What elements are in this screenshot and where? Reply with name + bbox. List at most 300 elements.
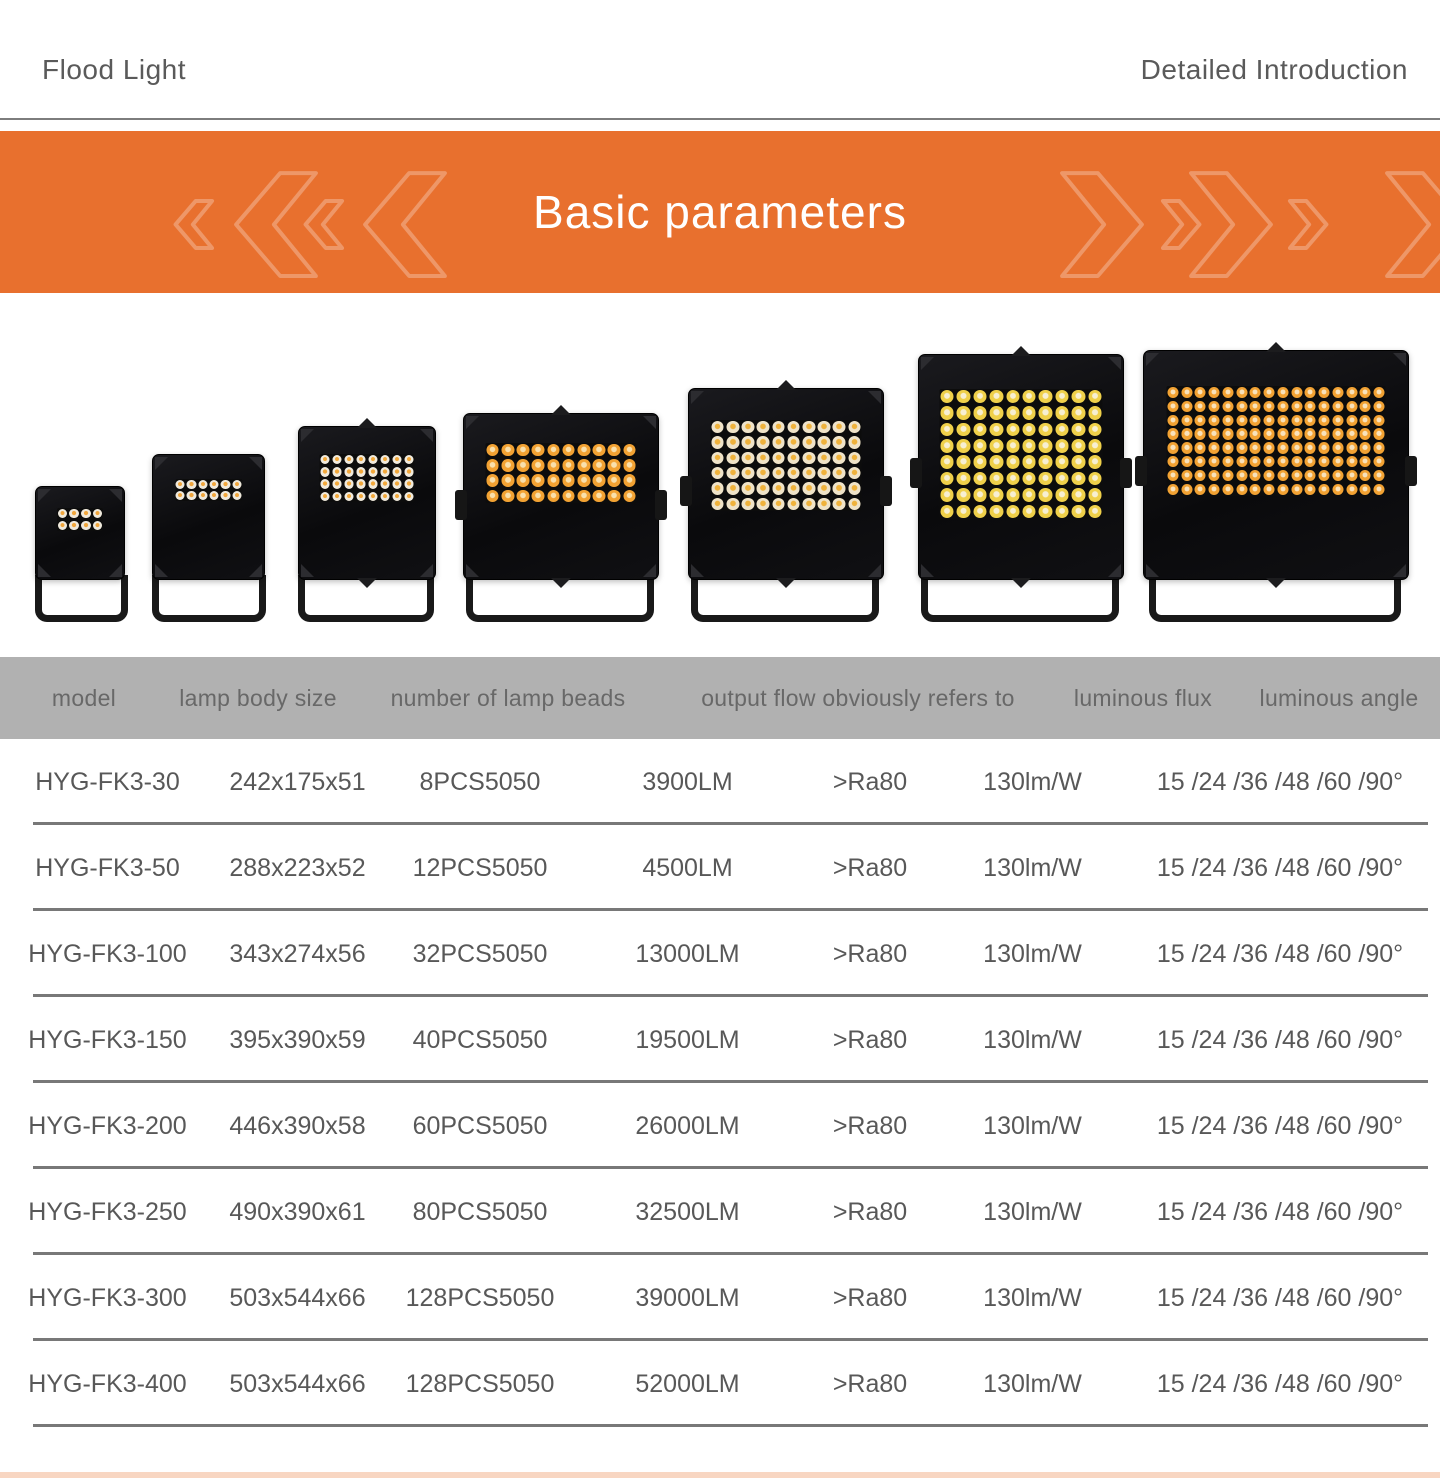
led-dot [1250, 442, 1261, 453]
corner-tab [643, 564, 656, 577]
led-dot [81, 521, 90, 530]
mount-tab [776, 380, 796, 390]
corner-tab [155, 457, 168, 470]
led-dot [973, 455, 987, 469]
led-dot [344, 492, 354, 502]
led-dot [380, 479, 390, 489]
led-dot [742, 436, 754, 448]
led-dot [990, 406, 1004, 420]
floodlight-80led [918, 354, 1122, 622]
led-dot [1305, 401, 1316, 412]
led-dot [990, 455, 1004, 469]
led-dot [608, 474, 620, 486]
led-dot [957, 455, 971, 469]
led-dot [1346, 484, 1357, 495]
cell-cri: >Ra80 [832, 939, 908, 968]
led-dot [1072, 455, 1086, 469]
section-label: Detailed Introduction [1140, 54, 1408, 85]
led-dot [957, 423, 971, 437]
cell-flux: 130lm/W [983, 767, 1082, 796]
led-dot [727, 421, 739, 433]
table-row [0, 739, 1440, 825]
led-dot [1236, 484, 1247, 495]
led-dot [1360, 415, 1371, 426]
led-dot [940, 439, 954, 453]
cell-angle: 15 /24 /36 /48 /60 /90° [1156, 1369, 1404, 1398]
led-dot [1236, 442, 1247, 453]
led-dot [1277, 484, 1288, 495]
led-dot [332, 492, 342, 502]
led-dot [593, 459, 605, 471]
led-dot [973, 505, 987, 519]
led-dot [1039, 472, 1053, 486]
led-dot [1088, 488, 1102, 502]
led-dot [727, 436, 739, 448]
spec-table-header [0, 657, 1440, 739]
led-dot [1291, 401, 1302, 412]
led-dot [1055, 406, 1069, 420]
led-dot [818, 436, 830, 448]
led-panel [320, 454, 415, 502]
mount-tab [551, 405, 571, 415]
cell-angle: 15 /24 /36 /48 /60 /90° [1156, 1283, 1404, 1312]
led-dot [1022, 423, 1036, 437]
header-cell-model: model [51, 684, 117, 711]
led-dot [833, 482, 845, 494]
led-dot [757, 482, 769, 494]
cell-beads: 8PCS5050 [419, 767, 541, 796]
corner-tab [868, 391, 881, 404]
led-dot [1360, 484, 1371, 495]
led-dot [1167, 484, 1178, 495]
led-dot [69, 521, 78, 530]
led-dot [356, 479, 366, 489]
corner-tab [466, 564, 479, 577]
led-dot [1055, 472, 1069, 486]
corner-tab [921, 357, 934, 370]
side-knob [655, 490, 667, 520]
led-dot [1195, 456, 1206, 467]
led-dot [1250, 470, 1261, 481]
corner-tab [301, 564, 314, 577]
cell-output: 4500LM [642, 853, 733, 882]
cell-cri: >Ra80 [832, 1025, 908, 1054]
led-dot [1209, 442, 1220, 453]
cell-output: 3900LM [642, 767, 733, 796]
led-dot [392, 492, 402, 502]
led-dot [1006, 439, 1020, 453]
led-dot [1039, 488, 1053, 502]
led-dot [1319, 484, 1330, 495]
led-dot [727, 498, 739, 510]
cell-beads: 128PCS5050 [405, 1369, 555, 1398]
led-dot [1264, 415, 1275, 426]
led-dot [1360, 470, 1371, 481]
led-dot [1291, 442, 1302, 453]
cell-size: 446x390x58 [229, 1111, 366, 1140]
led-dot [232, 491, 241, 500]
led-dot [1195, 470, 1206, 481]
led-dot [1088, 423, 1102, 437]
led-dot [711, 467, 723, 479]
led-dot [1264, 456, 1275, 467]
led-dot [562, 444, 574, 456]
led-dot [1277, 428, 1288, 439]
led-dot [380, 467, 390, 477]
led-dot [1360, 442, 1371, 453]
floodlight-12led [152, 454, 263, 622]
led-dot [1181, 428, 1192, 439]
led-dot [608, 459, 620, 471]
led-dot [1209, 387, 1220, 398]
mount-tab [357, 578, 377, 588]
led-dot [848, 467, 860, 479]
led-dot [1374, 415, 1385, 426]
led-dot [711, 482, 723, 494]
cell-output: 39000LM [635, 1283, 740, 1312]
led-dot [711, 452, 723, 464]
cell-output: 26000LM [635, 1111, 740, 1140]
led-dot [757, 436, 769, 448]
floodlight-body [688, 388, 884, 580]
mount-tab [1266, 342, 1286, 352]
led-dot [1264, 470, 1275, 481]
led-panel [57, 508, 103, 531]
led-dot [1236, 401, 1247, 412]
cell-angle: 15 /24 /36 /48 /60 /90° [1156, 767, 1404, 796]
corner-tab [109, 489, 122, 502]
led-dot [1305, 415, 1316, 426]
corner-tab [1108, 564, 1121, 577]
led-dot [957, 439, 971, 453]
corner-tab [921, 564, 934, 577]
led-dot [517, 474, 529, 486]
led-dot [940, 488, 954, 502]
led-dot [1039, 455, 1053, 469]
floodlight-body [298, 426, 436, 580]
led-dot [93, 521, 102, 530]
led-dot [727, 482, 739, 494]
led-dot [1088, 472, 1102, 486]
header-cell-flux: luminous flux [1073, 684, 1213, 711]
side-knob [910, 458, 922, 488]
led-dot [1088, 390, 1102, 404]
led-dot [1088, 505, 1102, 519]
led-dot [1291, 470, 1302, 481]
led-dot [1305, 456, 1316, 467]
header-cell-angle: luminous angle [1259, 684, 1419, 711]
led-dot [332, 455, 342, 465]
cell-beads: 40PCS5050 [412, 1025, 548, 1054]
next-section-strip [0, 1472, 1440, 1478]
led-dot [532, 474, 544, 486]
led-dot [1167, 470, 1178, 481]
led-dot [940, 423, 954, 437]
led-dot [344, 479, 354, 489]
led-dot [547, 444, 559, 456]
led-dot [772, 498, 784, 510]
led-dot [532, 490, 544, 502]
led-dot [332, 479, 342, 489]
led-dot [848, 452, 860, 464]
led-dot [973, 488, 987, 502]
led-dot [232, 480, 241, 489]
corner-tab [109, 564, 122, 577]
led-dot [818, 467, 830, 479]
led-dot [973, 390, 987, 404]
led-dot [1332, 456, 1343, 467]
corner-tab [1108, 357, 1121, 370]
led-dot [1055, 390, 1069, 404]
floodlight-body [35, 486, 125, 580]
led-dot [957, 505, 971, 519]
cell-output: 32500LM [635, 1197, 740, 1226]
floodlight-row [0, 293, 1440, 658]
led-dot [1039, 439, 1053, 453]
cell-flux: 130lm/W [983, 1283, 1082, 1312]
led-dot [1006, 423, 1020, 437]
led-dot [957, 488, 971, 502]
led-dot [69, 509, 78, 518]
led-dot [803, 452, 815, 464]
led-dot [1167, 387, 1178, 398]
table-row [0, 1341, 1440, 1427]
led-dot [392, 455, 402, 465]
cell-size: 242x175x51 [229, 767, 366, 796]
led-dot [502, 490, 514, 502]
led-dot [1181, 415, 1192, 426]
table-row [0, 1083, 1440, 1169]
led-dot [1167, 415, 1178, 426]
led-dot [990, 390, 1004, 404]
led-dot [990, 423, 1004, 437]
led-dot [803, 467, 815, 479]
mount-tab [1266, 578, 1286, 588]
led-dot [356, 455, 366, 465]
led-dot [973, 423, 987, 437]
led-dot [81, 509, 90, 518]
corner-tab [155, 564, 168, 577]
basic-parameters-banner [0, 131, 1440, 293]
led-dot [1291, 387, 1302, 398]
cell-size: 503x544x66 [229, 1283, 366, 1312]
led-dot [1209, 401, 1220, 412]
led-dot [711, 498, 723, 510]
led-dot [1319, 470, 1330, 481]
led-dot [1088, 406, 1102, 420]
led-dot [787, 467, 799, 479]
led-dot [1195, 415, 1206, 426]
led-dot [486, 459, 498, 471]
led-dot [940, 472, 954, 486]
led-dot [1346, 428, 1357, 439]
led-dot [1088, 455, 1102, 469]
led-dot [344, 467, 354, 477]
led-dot [1039, 406, 1053, 420]
led-dot [1039, 390, 1053, 404]
led-dot [1374, 484, 1385, 495]
led-dot [1181, 387, 1192, 398]
led-dot [1319, 442, 1330, 453]
led-dot [1167, 428, 1178, 439]
led-panel [486, 443, 637, 503]
led-dot [1264, 442, 1275, 453]
led-dot [1222, 442, 1233, 453]
cell-model: HYG-FK3-300 [28, 1283, 187, 1312]
led-dot [1006, 406, 1020, 420]
led-dot [1055, 488, 1069, 502]
table-row [0, 911, 1440, 997]
led-dot [1209, 415, 1220, 426]
led-dot [1332, 470, 1343, 481]
led-dot [848, 498, 860, 510]
led-dot [562, 459, 574, 471]
led-dot [818, 498, 830, 510]
cell-model: HYG-FK3-100 [28, 939, 187, 968]
led-dot [1055, 505, 1069, 519]
led-dot [344, 455, 354, 465]
led-dot [833, 467, 845, 479]
led-dot [1291, 428, 1302, 439]
led-dot [833, 498, 845, 510]
led-dot [486, 490, 498, 502]
led-dot [368, 467, 378, 477]
cell-angle: 15 /24 /36 /48 /60 /90° [1156, 939, 1404, 968]
cell-model: HYG-FK3-50 [35, 853, 180, 882]
led-dot [176, 480, 185, 489]
led-dot [1250, 428, 1261, 439]
banner-title: Basic parameters [533, 186, 907, 238]
floodlight-32led [298, 426, 434, 622]
cell-beads: 128PCS5050 [405, 1283, 555, 1312]
led-dot [176, 491, 185, 500]
led-dot [1022, 390, 1036, 404]
led-dot [742, 467, 754, 479]
led-dot [772, 421, 784, 433]
header-cell-output: output flow obviously refers to [701, 684, 1015, 711]
cell-model: HYG-FK3-250 [28, 1197, 187, 1226]
led-dot [368, 479, 378, 489]
cell-size: 343x274x56 [229, 939, 366, 968]
led-dot [1195, 401, 1206, 412]
floodlight-8led [35, 486, 123, 622]
led-dot [547, 474, 559, 486]
led-dot [1072, 390, 1086, 404]
cell-model: HYG-FK3-200 [28, 1111, 187, 1140]
led-dot [1346, 442, 1357, 453]
led-dot [1346, 456, 1357, 467]
led-dot [1374, 456, 1385, 467]
floodlight-body [152, 454, 265, 580]
corner-tab [466, 416, 479, 429]
cell-beads: 60PCS5050 [412, 1111, 548, 1140]
led-dot [990, 439, 1004, 453]
header-divider [0, 118, 1440, 120]
led-dot [1277, 456, 1288, 467]
led-dot [1374, 401, 1385, 412]
led-dot [623, 474, 635, 486]
cell-beads: 32PCS5050 [412, 939, 548, 968]
led-dot [818, 452, 830, 464]
led-dot [1006, 390, 1020, 404]
led-dot [578, 459, 590, 471]
header-cell-beads: number of lamp beads [390, 684, 626, 711]
led-dot [848, 421, 860, 433]
led-dot [1319, 456, 1330, 467]
led-dot [1022, 472, 1036, 486]
led-dot [368, 492, 378, 502]
led-dot [532, 459, 544, 471]
led-dot [486, 444, 498, 456]
corner-tab [1393, 353, 1406, 366]
mounting-bracket [35, 575, 128, 622]
led-dot [404, 467, 414, 477]
led-dot [210, 480, 219, 489]
led-dot [1072, 505, 1086, 519]
led-dot [1181, 484, 1192, 495]
led-dot [187, 480, 196, 489]
corner-tab [643, 416, 656, 429]
side-knob [1405, 456, 1417, 486]
led-dot [990, 505, 1004, 519]
led-dot [1181, 401, 1192, 412]
led-dot [1374, 387, 1385, 398]
corner-tab [420, 564, 433, 577]
led-dot [320, 467, 330, 477]
cell-flux: 130lm/W [983, 1197, 1082, 1226]
led-dot [187, 491, 196, 500]
led-dot [58, 521, 67, 530]
cell-angle: 15 /24 /36 /48 /60 /90° [1156, 853, 1404, 882]
led-dot [1277, 415, 1288, 426]
row-divider [33, 1424, 1428, 1427]
mount-tab [551, 578, 571, 588]
spec-table [0, 739, 1440, 1427]
led-dot [957, 390, 971, 404]
led-dot [990, 488, 1004, 502]
led-dot [623, 490, 635, 502]
top-header [42, 54, 1408, 86]
led-dot [973, 406, 987, 420]
led-dot [517, 490, 529, 502]
led-dot [210, 491, 219, 500]
led-dot [1250, 387, 1261, 398]
led-dot [1195, 484, 1206, 495]
led-dot [1195, 428, 1206, 439]
led-dot [578, 490, 590, 502]
led-dot [93, 509, 102, 518]
led-dot [1181, 470, 1192, 481]
led-dot [727, 452, 739, 464]
mount-tab [776, 578, 796, 588]
led-dot [1360, 387, 1371, 398]
side-knob [455, 490, 467, 520]
corner-tab [1393, 564, 1406, 577]
led-dot [1055, 423, 1069, 437]
led-dot [562, 490, 574, 502]
header-cell-size: lamp body size [179, 684, 337, 711]
led-dot [1332, 415, 1343, 426]
cell-size: 288x223x52 [229, 853, 366, 882]
led-dot [380, 492, 390, 502]
led-dot [1332, 401, 1343, 412]
table-row [0, 1255, 1440, 1341]
led-dot [787, 421, 799, 433]
led-dot [1250, 484, 1261, 495]
led-dot [404, 455, 414, 465]
floodlight-40led [463, 413, 657, 622]
cell-flux: 130lm/W [983, 853, 1082, 882]
